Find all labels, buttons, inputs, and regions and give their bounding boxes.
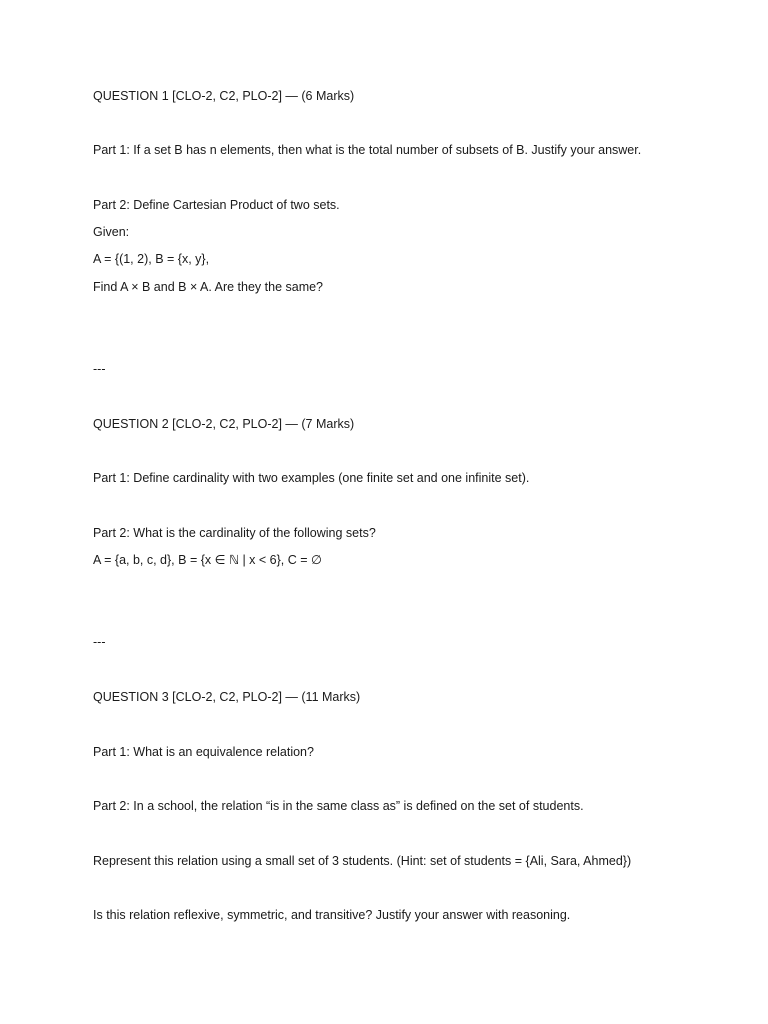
- question-3-heading: QUESTION 3 [CLO-2, C2, PLO-2] — (11 Marks): [93, 690, 361, 704]
- question-2-part-1: Part 1: Define cardinality with two examples (one finite set and one infinite set).: [93, 471, 530, 485]
- question-2-sets: A = {a, b, c, d}, B = {x ∈ ℕ | x < 6}, C = ∅: [93, 553, 322, 567]
- question-1-part-2: Part 2: Define Cartesian Product of two sets.: [93, 198, 340, 212]
- question-3-represent: Represent this relation using a small set of 3 students. (Hint: set of students = {Ali, Sara, Ahmed}): [93, 854, 632, 868]
- question-1-part-1: Part 1: If a set B has n elements, then what is the total number of subsets of B. Justify your answer.: [93, 143, 642, 157]
- question-3-properties: Is this relation reflexive, symmetric, and transitive? Justify your answer with reasoning.: [93, 908, 571, 922]
- question-2-heading: QUESTION 2 [CLO-2, C2, PLO-2] — (7 Marks): [93, 417, 355, 431]
- question-1-given: Given:: [93, 225, 130, 239]
- question-1-sets: A = {(1, 2), B = {x, y},: [93, 252, 210, 266]
- question-1-find: Find A × B and B × A. Are they the same?: [93, 280, 324, 294]
- separator-2: ---: [93, 635, 106, 649]
- question-2-part-2: Part 2: What is the cardinality of the following sets?: [93, 526, 376, 540]
- question-3-part-2: Part 2: In a school, the relation “is in the same class as” is defined on the set of students.: [93, 799, 584, 813]
- separator-1: ---: [93, 362, 106, 376]
- question-3-part-1: Part 1: What is an equivalence relation?: [93, 745, 314, 759]
- question-1-heading: QUESTION 1 [CLO-2, C2, PLO-2] — (6 Marks): [93, 89, 355, 103]
